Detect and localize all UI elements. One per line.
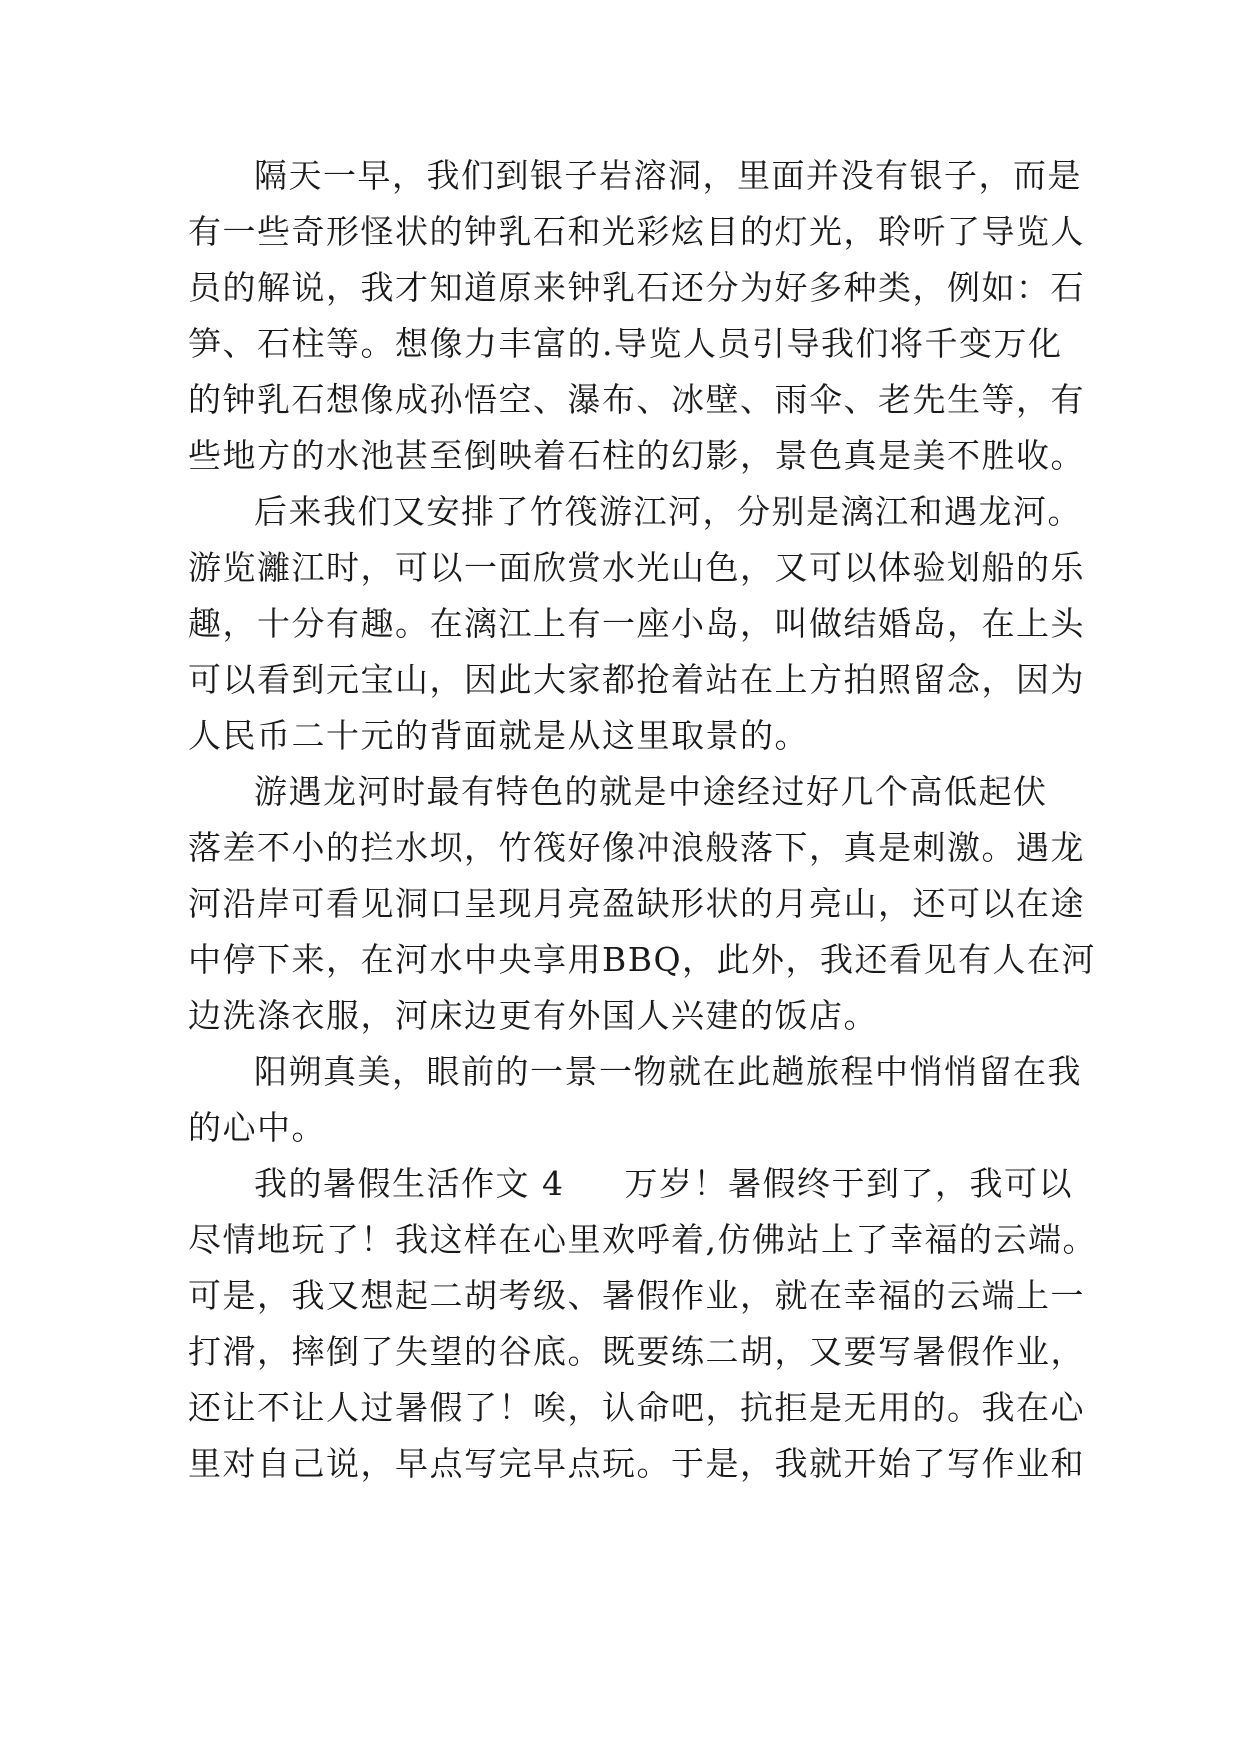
text-line: 隔天一早，我们到银子岩溶洞，里面并没有银子，而是 (254, 156, 1082, 195)
text-line: 人民币二十元的背面就是从这里取景的。 (188, 716, 809, 755)
text-line: 中停下来，在河水中央享用BBQ，此外，我还看见有人在河 (188, 940, 1097, 979)
text-line: 河沿岸可看见洞口呈现月亮盈缺形状的月亮山，还可以在途 (188, 884, 1085, 923)
text-line: 员的解说，我才知道原来钟乳石还分为好多种类，例如：石 (188, 268, 1085, 307)
text-line: 可是，我又想起二胡考级、暑假作业，就在幸福的云端上一 (188, 1276, 1085, 1315)
paragraph-summer-essay-4 (188, 1156, 1097, 1492)
essay-first-line (188, 1156, 1073, 1212)
text-line: 后来我们又安排了竹筏游江河，分别是漓江和遇龙河。 (254, 492, 1082, 531)
paragraph-yulong-river (188, 764, 1097, 1044)
text-line: 可以看到元宝山，因此大家都抢着站在上方拍照留念，因为 (188, 660, 1085, 699)
text-line: 落差不小的拦水坝，竹筏好像冲浪般落下，真是刺激。遇龙 (188, 828, 1085, 867)
text-line: 打滑，摔倒了失望的谷底。既要练二胡，又要写暑假作业， (188, 1332, 1085, 1371)
text-line: 有一些奇形怪状的钟乳石和光彩炫目的灯光，聆听了导览人 (188, 212, 1085, 251)
text-line: 阳朔真美，眼前的一景一物就在此趟旅程中悄悄留在我 (254, 1052, 1082, 1091)
text-line: 尽情地玩了！我这样在心里欢呼着,仿佛站上了幸福的云端。 (188, 1220, 1097, 1259)
paragraph-yangshuo (188, 1044, 1082, 1156)
paragraph-silver-cave (188, 148, 1085, 484)
text-line: 趣，十分有趣。在漓江上有一座小岛，叫做结婚岛，在上头 (188, 604, 1085, 643)
text-line: 里对自己说，早点写完早点玩。于是，我就开始了写作业和 (188, 1444, 1085, 1483)
document-body (188, 148, 1097, 1492)
text-line: 笋、石柱等。想像力丰富的.导览人员引导我们将千变万化 (188, 324, 1063, 363)
text-line: 的心中。 (188, 1108, 326, 1147)
text-line: 游览灕江时，可以一面欣赏水光山色，又可以体验划船的乐 (188, 548, 1085, 587)
text-line: 些地方的水池甚至倒映着石柱的幻影，景色真是美不胜收。 (188, 436, 1085, 475)
text-line: 还让不让人过暑假了！唉，认命吧，抗拒是无用的。我在心 (188, 1388, 1085, 1427)
paragraph-bamboo-raft (188, 484, 1085, 764)
essay-first-line-text: 万岁！暑假终于到了，我可以 (624, 1164, 1073, 1203)
text-line: 边洗涤衣服，河床边更有外国人兴建的饭店。 (188, 996, 878, 1035)
text-line: 的钟乳石想像成孙悟空、瀑布、冰壁、雨伞、老先生等，有 (188, 380, 1085, 419)
text-line: 游遇龙河时最有特色的就是中途经过好几个高低起伏 (254, 772, 1048, 811)
essay-heading: 我的暑假生活作文 4 (254, 1164, 565, 1203)
